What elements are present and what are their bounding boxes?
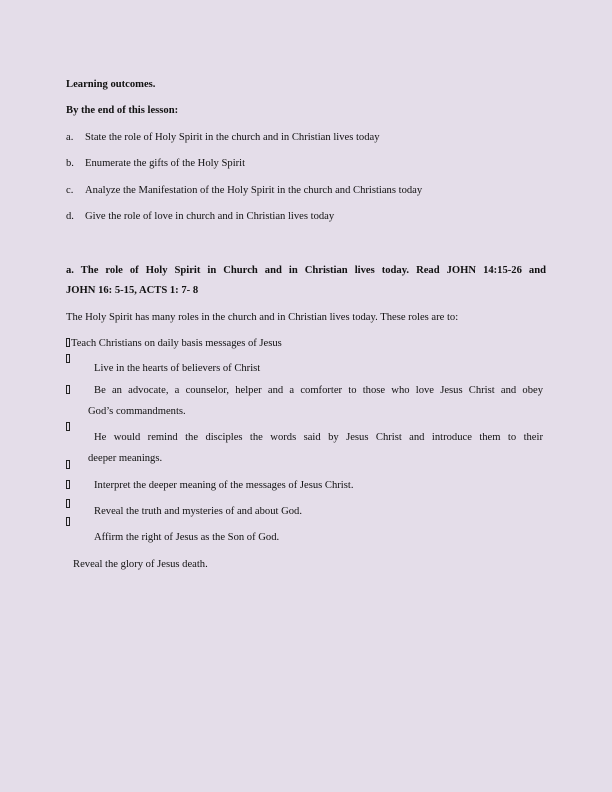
bullet-placeholder-icon	[66, 338, 70, 347]
role-item: Reveal the glory of Jesus death.	[73, 559, 208, 570]
bullet-placeholder-icon	[66, 460, 70, 469]
bullet-placeholder-icon	[66, 480, 70, 489]
role-item: Interpret the deeper meaning of the messages of Jesus Christ.	[94, 480, 354, 491]
list-item-text: Enumerate the gifts of the Holy Spirit	[85, 158, 246, 169]
list-marker: d.	[66, 211, 74, 222]
role-item-continuation: deeper meanings.	[88, 453, 163, 464]
role-item: Reveal the truth and mysteries of and about God.	[94, 506, 302, 517]
list-marker: c.	[66, 185, 74, 196]
roles-intro: The Holy Spirit has many roles in the church and in Christian lives today. These roles are to:	[66, 312, 459, 323]
list-item-text: Analyze the Manifestation of the Holy Spirit in the church and Christians today	[85, 185, 423, 196]
list-marker: b.	[66, 158, 74, 169]
role-item: Teach Christians on daily basis messages of Jesus	[71, 338, 282, 349]
lesson-subheading: By the end of this lesson:	[66, 105, 179, 116]
learning-outcomes-heading: Learning outcomes.	[66, 79, 156, 90]
section-a-heading-line2: JOHN 16: 5-15, ACTS 1: 7- 8	[66, 285, 199, 296]
bullet-placeholder-icon	[66, 517, 70, 526]
bullet-placeholder-icon	[66, 354, 70, 363]
list-item-text: Give the role of love in church and in Christian lives today	[85, 211, 335, 222]
section-a-heading-line1: a. The role of Holy Spirit in Church and in Christian lives today. Read JOHN 14:15-26 and	[66, 265, 546, 276]
bullet-placeholder-icon	[66, 499, 70, 508]
role-item: He would remind the disciples the words said by Jesus Christ and introduce them to their	[94, 432, 543, 443]
list-item-text: State the role of Holy Spirit in the church and in Christian lives today	[85, 132, 380, 143]
role-item: Be an advocate, a counselor, helper and a comforter to those who love Jesus Christ and obey	[94, 385, 543, 396]
bullet-placeholder-icon	[66, 422, 70, 431]
role-item-continuation: God’s commandments.	[88, 406, 186, 417]
bullet-placeholder-icon	[66, 385, 70, 394]
list-marker: a.	[66, 132, 74, 143]
role-item: Affirm the right of Jesus as the Son of God.	[94, 532, 280, 543]
role-item: Live in the hearts of believers of Christ	[94, 363, 261, 374]
